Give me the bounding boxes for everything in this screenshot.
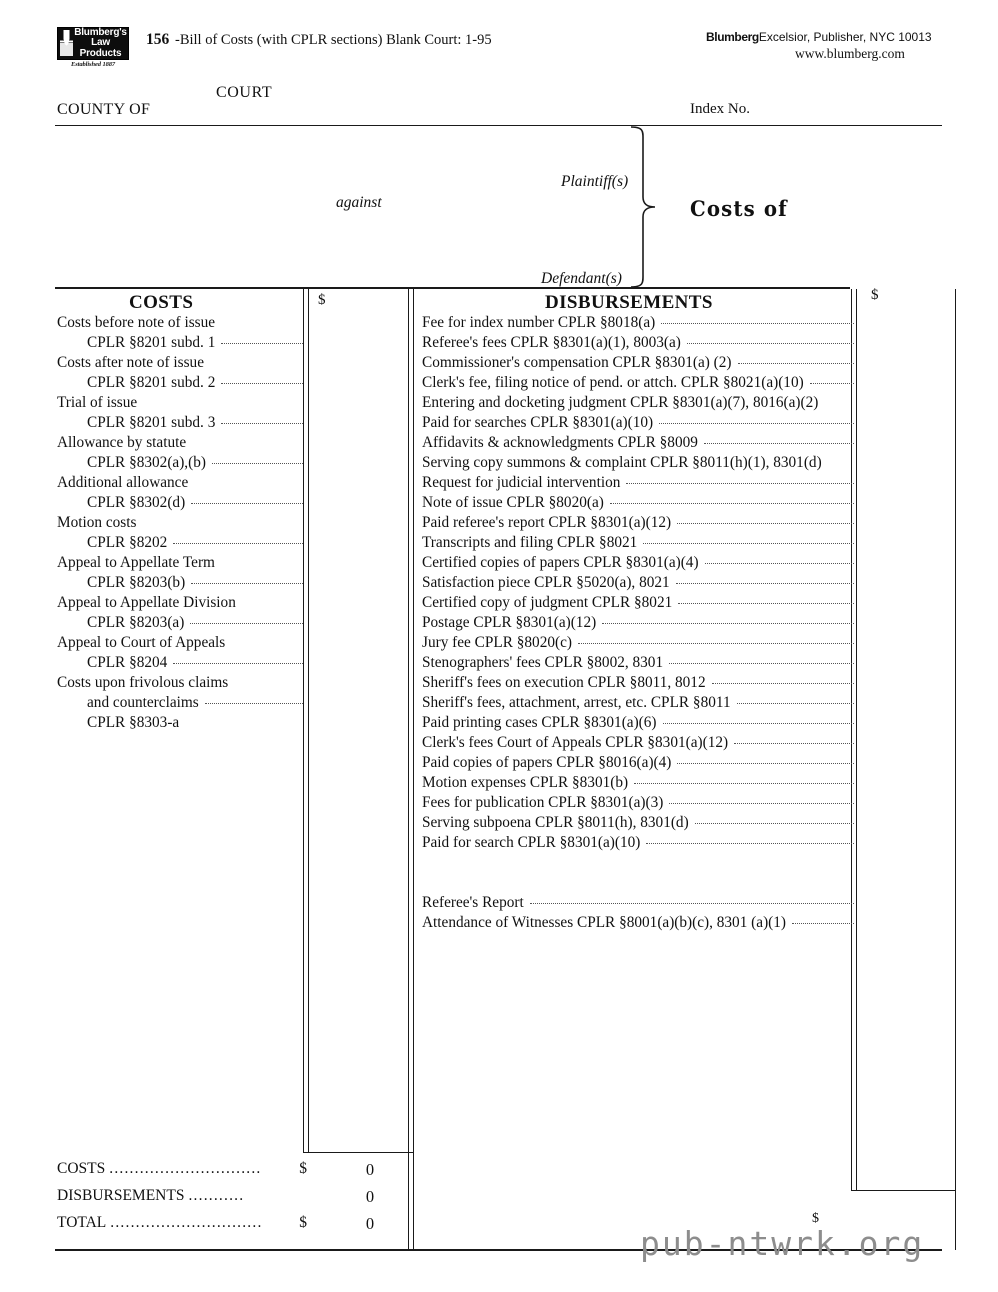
dotted-leader <box>221 323 303 324</box>
dotted-leader <box>210 363 303 364</box>
dotted-leader <box>173 662 303 664</box>
dotted-leader <box>828 463 854 464</box>
list-item <box>422 914 854 934</box>
totals-row <box>57 1187 307 1214</box>
costs-column-heading: COSTS <box>129 292 194 313</box>
totals-value: 0 <box>365 1214 375 1233</box>
totals-dollar-sign: $ <box>299 1160 307 1177</box>
list-item <box>422 474 854 494</box>
list-item <box>422 774 854 794</box>
dotted-leader <box>695 822 854 824</box>
list-item-label: Paid printing cases CPLR §8301(a)(6) <box>422 714 657 731</box>
dotted-leader <box>221 422 303 424</box>
costs-money-bottom-rule <box>303 1152 413 1153</box>
list-item-label: Costs upon frivolous claims <box>57 674 229 691</box>
list-item <box>422 514 854 534</box>
publisher-website: www.blumberg.com <box>795 46 905 61</box>
dotted-leader <box>242 603 303 604</box>
list-item-label: Fee for index number CPLR §8018(a) <box>422 314 656 331</box>
list-item-label: Entering and docketing judgment CPLR §8301(a)(7), 8016(a)(2) <box>422 394 819 411</box>
list-item <box>57 434 303 454</box>
dotted-leader <box>192 443 303 444</box>
dotted-leader <box>221 563 303 564</box>
list-item <box>57 574 303 594</box>
list-item <box>422 754 854 774</box>
form-number: 156 <box>146 31 170 48</box>
list-item-label: Clerk's fee, filing notice of pend. or attch. CPLR §8021(a)(10) <box>422 374 804 391</box>
list-item <box>422 374 854 394</box>
dotted-leader <box>143 403 303 404</box>
list-item <box>57 494 303 514</box>
list-item-label: CPLR §8201 subd. 2 <box>87 374 216 391</box>
list-item-label: Additional allowance <box>57 474 189 491</box>
list-item <box>422 814 854 834</box>
list-item-label: Allowance by statute <box>57 434 187 451</box>
dotted-leader <box>221 342 303 344</box>
disb-money-left-rule-b <box>856 289 857 1190</box>
totals-dollar-sign: $ <box>299 1214 307 1231</box>
dotted-leader <box>661 322 854 324</box>
dotted-leader <box>677 762 854 764</box>
dotted-leader <box>676 582 854 584</box>
scales-of-justice-icon <box>60 30 73 57</box>
logo-line-1: Blumberg's <box>74 27 127 39</box>
list-item-label: Postage CPLR §8301(a)(12) <box>422 614 597 631</box>
list-item-label: and counterclaims <box>87 694 199 711</box>
list-item <box>57 454 303 474</box>
list-item-label: CPLR §8203(a) <box>87 614 185 631</box>
list-item-label: Referee's fees CPLR §8301(a)(1), 8003(a) <box>422 334 681 351</box>
list-item <box>422 314 854 334</box>
list-item <box>57 694 303 714</box>
list-item <box>422 614 854 634</box>
list-item <box>422 714 854 734</box>
disbursements-money-dollar-sign: $ <box>871 287 879 303</box>
disbursements-item-list <box>422 314 854 854</box>
list-item-label: Request for judicial intervention <box>422 474 621 491</box>
list-item <box>422 534 854 554</box>
list-item <box>57 314 303 334</box>
list-item-label: CPLR §8201 subd. 3 <box>87 414 216 431</box>
totals-row-label: DISBURSEMENTS <box>57 1187 185 1204</box>
list-item <box>57 594 303 614</box>
dotted-leader <box>687 342 854 344</box>
disb-money-right-rule <box>955 289 956 1250</box>
dotted-leader <box>704 442 854 444</box>
list-item <box>57 714 303 734</box>
list-item-label: CPLR §8203(b) <box>87 574 186 591</box>
list-item <box>422 734 854 754</box>
totals-row <box>57 1160 307 1187</box>
disbursements-column-heading: DISBURSEMENTS <box>545 292 713 313</box>
logo-line-2: Law Products <box>79 37 122 59</box>
list-item <box>422 414 854 434</box>
costs-money-left-rule-a <box>303 289 304 1152</box>
list-item-label: Serving copy summons & complaint CPLR §8011(h)(1), 8301(d) <box>422 454 822 471</box>
list-item-label: CPLR §8201 subd. 1 <box>87 334 216 351</box>
caption-brace-icon <box>630 126 656 288</box>
list-item <box>57 634 303 654</box>
list-item-label: Paid for search CPLR §8301(a)(10) <box>422 834 641 851</box>
list-item-label: Certified copies of papers CPLR §8301(a)(4) <box>422 554 699 571</box>
publisher-brand: Blumberg <box>706 30 759 44</box>
list-item-label: Affidavits & acknowledgments CPLR §8009 <box>422 434 698 451</box>
caption-rule <box>55 125 942 126</box>
list-item <box>57 614 303 634</box>
costs-money-right-rule-a <box>408 289 409 1250</box>
dotted-leader <box>530 902 854 904</box>
county-of-label: COUNTY OF <box>57 101 151 118</box>
dotted-leader <box>191 582 303 584</box>
list-item-label: Paid referee's report CPLR §8301(a)(12) <box>422 514 672 531</box>
list-item-label: Clerk's fees Court of Appeals CPLR §8301(a)(12) <box>422 734 729 751</box>
list-item-label: Trial of issue <box>57 394 138 411</box>
dotted-leader <box>677 522 854 524</box>
totals-row-label: COSTS <box>57 1160 106 1177</box>
disb-money-bottom-rule <box>851 1190 956 1191</box>
list-item-label: Paid for searches CPLR §8301(a)(10) <box>422 414 654 431</box>
totals-dotted-leader: ........... <box>188 1187 245 1204</box>
dotted-leader <box>626 482 854 484</box>
list-item-label: Attendance of Witnesses CPLR §8001(a)(b)(c), 8301 (a)(1) <box>422 914 786 931</box>
totals-row <box>57 1214 307 1241</box>
dotted-leader <box>234 683 303 684</box>
list-item <box>422 434 854 454</box>
list-item-label: Appeal to Appellate Term <box>57 554 215 571</box>
dotted-leader <box>810 382 854 384</box>
list-item-label: CPLR §8204 <box>87 654 168 671</box>
list-item <box>57 394 303 414</box>
list-item <box>422 394 854 414</box>
dotted-leader <box>734 742 854 744</box>
publisher-address: Excelsior, Publisher, NYC 10013 <box>758 30 932 44</box>
dotted-leader <box>643 542 854 544</box>
list-item-label: Costs before note of issue <box>57 314 216 331</box>
list-item-label: Stenographers' fees CPLR §8002, 8301 <box>422 654 664 671</box>
list-item <box>422 354 854 374</box>
dotted-leader <box>142 523 303 524</box>
dotted-leader <box>173 542 303 544</box>
list-item-label: CPLR §8202 <box>87 534 168 551</box>
list-item-label: Paid copies of papers CPLR §8016(a)(4) <box>422 754 672 771</box>
totals-dotted-leader: .............................. <box>109 1160 262 1177</box>
list-item <box>57 654 303 674</box>
list-item <box>422 594 854 614</box>
defendants-label: Defendant(s) <box>541 270 622 287</box>
dotted-leader <box>678 602 854 604</box>
list-item-label: Sheriff's fees, attachment, arrest, etc. CPLR §8011 <box>422 694 731 711</box>
against-label: against <box>336 194 382 211</box>
totals-value: 0 <box>365 1160 375 1179</box>
dotted-leader <box>824 403 854 404</box>
dotted-leader <box>194 483 303 484</box>
list-item-label: Transcripts and filing CPLR §8021 <box>422 534 638 551</box>
dotted-leader <box>712 682 854 684</box>
costs-money-dollar-sign: $ <box>318 292 326 308</box>
list-item <box>57 354 303 374</box>
list-item <box>57 334 303 354</box>
dotted-leader <box>212 462 303 464</box>
list-item <box>422 554 854 574</box>
list-item-label: CPLR §8303-a <box>87 714 180 731</box>
totals-value: 0 <box>365 1187 375 1206</box>
list-item-label: Commissioner's compensation CPLR §8301(a) (2) <box>422 354 732 371</box>
list-item <box>422 794 854 814</box>
dotted-leader <box>659 422 854 424</box>
list-item-label: CPLR §8302(a),(b) <box>87 454 206 471</box>
form-title: -Bill of Costs (with CPLR sections) Blank Court: 1-95 <box>175 32 492 48</box>
list-item <box>422 654 854 674</box>
dotted-leader <box>792 922 854 924</box>
dotted-leader <box>738 362 854 364</box>
dotted-leader <box>669 802 854 804</box>
list-item-label: Appeal to Appellate Division <box>57 594 236 611</box>
dotted-leader <box>737 702 854 704</box>
list-item <box>422 674 854 694</box>
dotted-leader <box>185 723 303 724</box>
dotted-leader <box>610 502 854 504</box>
list-item-label: Satisfaction piece CPLR §5020(a), 8021 <box>422 574 670 591</box>
list-item-label: Sheriff's fees on execution CPLR §8011, 8012 <box>422 674 706 691</box>
dotted-leader <box>705 562 854 564</box>
list-item <box>422 634 854 654</box>
list-item <box>57 534 303 554</box>
list-item <box>422 454 854 474</box>
list-item-label: Serving subpoena CPLR §8011(h), 8301(d) <box>422 814 689 831</box>
dotted-leader <box>634 782 854 784</box>
list-item <box>422 894 854 914</box>
list-item-label: Appeal to Court of Appeals <box>57 634 226 651</box>
totals-value-block <box>340 1160 400 1241</box>
dotted-leader <box>669 662 854 664</box>
publisher-line <box>706 30 932 44</box>
dotted-leader <box>205 702 303 704</box>
list-item <box>422 494 854 514</box>
totals-dotted-leader: .............................. <box>110 1214 263 1231</box>
dotted-leader <box>663 722 854 724</box>
plaintiffs-label: Plaintiff(s) <box>561 173 629 190</box>
disbursements-tail-list <box>422 894 854 934</box>
list-item <box>422 334 854 354</box>
list-item-label: Referee's Report <box>422 894 524 911</box>
list-item-label: CPLR §8302(d) <box>87 494 186 511</box>
watermark: pub-ntwrk.org <box>640 1224 925 1263</box>
list-item <box>57 514 303 534</box>
dotted-leader <box>190 622 303 624</box>
index-number-label: Index No. <box>690 101 750 117</box>
costs-money-right-rule-b <box>413 289 414 1250</box>
blumberg-logo <box>57 27 129 60</box>
list-item <box>57 474 303 494</box>
list-item <box>57 414 303 434</box>
list-item-label: Certified copy of judgment CPLR §8021 <box>422 594 673 611</box>
totals-row-label: TOTAL <box>57 1214 107 1231</box>
list-item-label: Note of issue CPLR §8020(a) <box>422 494 604 511</box>
costs-money-left-rule-b <box>308 289 309 1152</box>
table-top-rule <box>55 287 850 289</box>
list-item <box>57 374 303 394</box>
dotted-leader <box>231 643 303 644</box>
logo-established-text: Established 1887 <box>70 61 116 68</box>
list-item <box>422 694 854 714</box>
list-item-label: Motion costs <box>57 514 137 531</box>
dotted-leader <box>191 502 303 504</box>
costs-of-title: Costs of <box>690 196 788 221</box>
court-label: COURT <box>216 84 273 101</box>
dotted-leader <box>578 642 854 644</box>
list-item-label: Fees for publication CPLR §8301(a)(3) <box>422 794 664 811</box>
costs-item-list <box>57 314 303 734</box>
list-item <box>422 834 854 854</box>
list-item <box>57 554 303 574</box>
bottom-total-dollar-sign: $ <box>812 1211 819 1226</box>
totals-label-block <box>57 1160 307 1241</box>
list-item-label: Costs after note of issue <box>57 354 204 371</box>
dotted-leader <box>602 622 854 624</box>
list-item-label: Motion expenses CPLR §8301(b) <box>422 774 629 791</box>
list-item <box>57 674 303 694</box>
list-item <box>422 574 854 594</box>
dotted-leader <box>646 842 854 844</box>
list-item-label: Jury fee CPLR §8020(c) <box>422 634 572 651</box>
dotted-leader <box>221 382 303 384</box>
